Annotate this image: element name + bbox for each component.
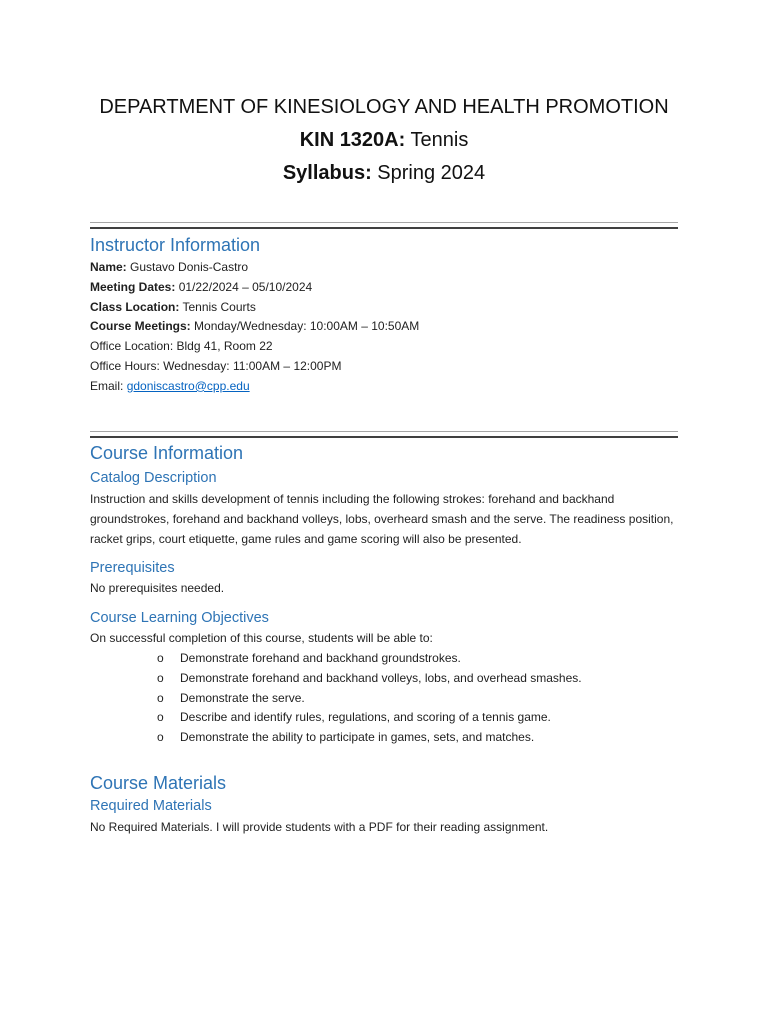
class-location-label: Class Location: <box>90 299 180 314</box>
required-materials-heading: Required Materials <box>90 798 212 814</box>
instructor-section <box>90 234 678 397</box>
section-divider <box>90 222 678 229</box>
course-meetings-label: Course Meetings: <box>90 319 191 334</box>
course-information-heading: Course Information <box>90 443 244 463</box>
bullet-icon: o <box>157 710 164 725</box>
course-meetings: Monday/Wednesday: 10:00AM – 10:50AM <box>194 319 420 334</box>
list-item: o Demonstrate the serve. <box>90 689 678 709</box>
name-label: Name: <box>90 260 127 274</box>
bullet-icon: o <box>157 650 164 665</box>
instructor-name: Gustavo Donis-Castro <box>130 260 249 274</box>
course-name: Tennis <box>410 129 469 151</box>
catalog-description-text: Instruction and skills development of tennis including the following strokes: forehand and backhand groundstrokes, forehand and backhand volleys, lobs, overheard smash and the serve. The readiness position, racket grips, court etiquette, game rules and game scoring will also be presented. <box>90 492 674 546</box>
email-label: Email: <box>90 378 124 393</box>
instructor-heading: Instructor Information <box>90 235 261 255</box>
meeting-dates-row <box>90 278 678 298</box>
meeting-dates: 01/22/2024 – 05/10/2024 <box>178 279 313 294</box>
list-item: o Describe and identify rules, regulations, and scoring of a tennis game. <box>90 708 678 728</box>
bullet-icon: o <box>157 690 164 705</box>
instructor-name-row <box>90 258 678 278</box>
course-materials-section <box>90 772 678 838</box>
list-item: o Demonstrate forehand and backhand volleys, lobs, and overhead smashes. <box>90 669 678 689</box>
learning-objectives-intro: On successful completion of this course, students will be able to: <box>90 631 433 646</box>
learning-objectives-heading: Course Learning Objectives <box>90 610 269 627</box>
list-item: o Demonstrate forehand and backhand groundstrokes. <box>90 649 678 669</box>
course-title <box>0 124 768 156</box>
bullet-icon: o <box>157 730 164 745</box>
syllabus-term <box>0 157 768 189</box>
course-information-section <box>90 442 678 748</box>
meeting-dates-label: Meeting Dates: <box>90 279 176 294</box>
term: Spring 2024 <box>377 162 486 184</box>
prerequisites-text: No prerequisites needed. <box>90 581 225 596</box>
department-title: DEPARTMENT OF KINESIOLOGY AND HEALTH PROMOTION <box>99 96 669 118</box>
prerequisites-heading: Prerequisites <box>90 560 175 577</box>
course-label: KIN 1320A: <box>299 129 406 151</box>
syllabus-label: Syllabus: <box>282 162 372 184</box>
section-divider <box>90 431 678 438</box>
course-materials-heading: Course Materials <box>90 773 227 793</box>
office-hours: Office Hours: Wednesday: 11:00AM – 12:00PM <box>90 358 342 373</box>
course-meetings-row <box>90 317 678 337</box>
email-row <box>90 377 678 397</box>
email-link[interactable]: gdoniscastro@cpp.edu <box>126 378 250 393</box>
catalog-description-heading: Catalog Description <box>90 470 217 486</box>
learning-objectives-list <box>90 649 678 748</box>
required-materials-text: No Required Materials. I will provide students with a PDF for their reading assignment. <box>90 820 549 834</box>
class-location-row <box>90 298 678 318</box>
bullet-icon: o <box>157 670 164 685</box>
office-location: Office Location: Bldg 41, Room 22 <box>90 339 273 354</box>
list-item: o Demonstrate the ability to participate in games, sets, and matches. <box>90 728 678 748</box>
class-location: Tennis Courts <box>182 299 256 314</box>
